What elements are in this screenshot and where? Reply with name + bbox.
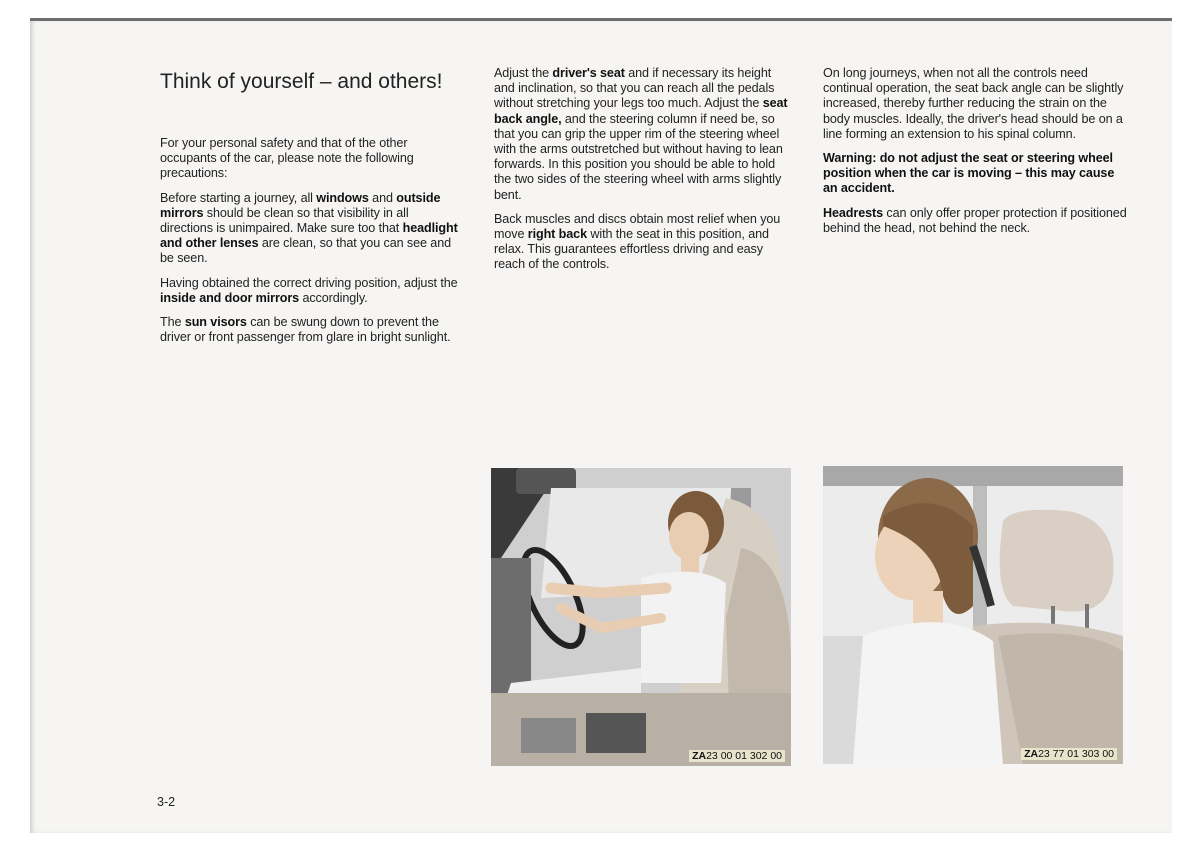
intro-paragraph: For your personal safety and that of the other occupants of the car, please note the following precautions:	[160, 136, 414, 181]
photo-reference-code: ZA23 77 01 303 00	[1021, 748, 1117, 760]
text-column-1	[160, 136, 460, 354]
driver-seat-photo	[491, 468, 791, 766]
long-journeys-paragraph: On long journeys, when not all the controls need continual operation, the seat back angle can be slightly increased, thereby further reducing the strain on the body muscles. Ideally, the driver's head should be on a line forming an extension to his spinal column.	[823, 66, 1124, 141]
seat-adjust-paragraph: Adjust the driver's seat and if necessary its height and inclination, so that you can reach all the pedals without stretching your legs too much. Adjust the seat back angle, and the steering column if need be, so that you can grip the upper rim of the steering wheel with the arms outstretched but without having to lean forwards. In this position you should be able to hold the two sides of the steering wheel with arms slightly bent.	[494, 66, 788, 202]
driver-seat-illustration	[491, 468, 791, 766]
text-column-2	[494, 66, 794, 282]
warning-paragraph: Warning: do not adjust the seat or steering wheel position when the car is moving – this may cause an accident.	[823, 151, 1115, 196]
headrest-illustration	[823, 466, 1123, 764]
page-title: Think of yourself – and others!	[160, 70, 443, 93]
headrests-paragraph: Headrests can only offer proper protection if positioned behind the head, not behind the neck.	[823, 205, 1127, 235]
back-muscles-paragraph: Back muscles and discs obtain most relief when you move right back with the seat in this position, and relax. This guarantees effortless driving and easy reach of the controls.	[494, 211, 781, 272]
photo-reference-code: ZA23 00 01 302 00	[689, 750, 785, 762]
headrest-photo	[823, 466, 1123, 764]
text-column-3	[823, 66, 1128, 245]
mirrors-paragraph: Having obtained the correct driving position, adjust the inside and door mirrors accordingly.	[160, 275, 458, 305]
windows-paragraph: Before starting a journey, all windows and outside mirrors should be clean so that visibility in all directions is unimpaired. Make sure too that headlight and other lenses are clean, so that you can see and be seen.	[160, 190, 458, 266]
page-number: 3-2	[157, 795, 176, 809]
sun-visors-paragraph: The sun visors can be swung down to prevent the driver or front passenger from glare in bright sunlight.	[160, 315, 451, 345]
